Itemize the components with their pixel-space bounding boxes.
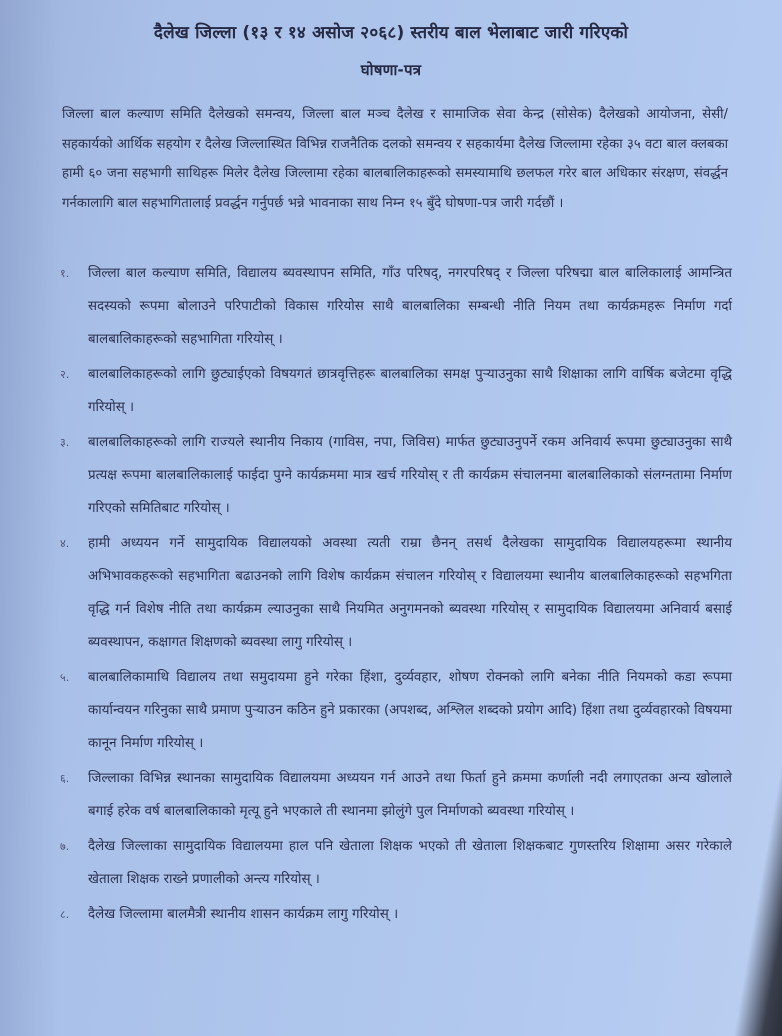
item-number: ४. [60, 537, 70, 550]
list-item [60, 762, 732, 828]
item-number: ६. [60, 772, 70, 785]
list-item [60, 426, 732, 525]
page-shadow [0, 0, 60, 1036]
declaration-list [60, 257, 732, 933]
item-number: १. [60, 267, 70, 280]
item-number: ३. [60, 436, 70, 449]
item-text: बालबालिकामाथि विद्यालय तथा समुदायमा हुने गरेका हिंशा, दुर्व्यवहार, शोषण रोक्नको लागि बनेका नीति नियमको कडा रूपमा कार्यान्वयन गरिनुका साथै प्रमाण पुऱ्याउन कठिन हुने प्रकारका (अपशब्द, अश्लिल शब्दको प्रयोग आदि) हिंशा तथा दुर्व्यवहारको विषयमा कानून निर्माण गरियोस् । [88, 670, 732, 751]
intro-paragraph: जिल्ला बाल कल्याण समिति दैलेखको समन्वय, जिल्ला बाल मञ्च दैलेख र सामाजिक सेवा केन्द्र (सोसेक) दैलेखको आयोजना, सेसी/सहकार्यको आर्थिक सहयोग र दैलेख जिल्लास्थित विभिन्न राजनैतिक दलको समन्वय र सहकार्यमा दैलेख जिल्लामा रहेका ३५ वटा बाल क्लबका हामी ६० जना सहभागी साथिहरू मिलेर दैलेख जिल्लामा रहेका बालबालिकाहरूको समस्यामाथि छलफल गरेर बाल अधिकार संरक्षण, संवर्द्धन गर्नकालागि बाल सहभागितालाई प्रवर्द्धन गर्नुपर्छ भन्ने भावनाका साथ निम्न १५ बुँदे घोषणा-पत्र जारी गर्दछौं । [62, 107, 728, 211]
list-item [60, 527, 732, 659]
item-text: दैलेख जिल्लाका सामुदायिक विद्यालयमा हाल पनि खेताला शिक्षक भएको ती खेताला शिक्षकबाट गुणस्तरिय शिक्षामा असर गरेकाले खेताला शिक्षक राख्ने प्रणालीको अन्त्य गरियोस् । [88, 839, 732, 887]
item-text: हामी अध्ययन गर्ने सामुदायिक विद्यालयको अवस्था त्यती राम्रा छैनन् तसर्थ दैलेखका सामुदायिक विद्यालयहरूमा स्थानीय अभिभावकहरूको सहभागिता बढाउनको लागि विशेष कार्यक्रम संचालन गरियोस् र विद्यालयमा स्थानीय बालबालिकाहरूको सहभगिता वृद्धि गर्न विशेष नीति तथा कार्यक्रम ल्याउनुका साथै नियमित अनुगमनको ब्यवस्था गरियोस् र सामुदायिक विद्यालयमा अनिवार्य बसाई ब्यवस्थापन, कक्षागत शिक्षणको ब्यवस्था लागु गरियोस् । [88, 536, 732, 650]
item-text: जिल्ला बाल कल्याण समिति, विद्यालय ब्यवस्थापन समिति, गाँउ परिषद्, नगरपरिषद् र जिल्ला परिषद्मा बाल बालिकालाई आमन्त्रित सदस्यको रूपमा बोलाउने परिपाटीको विकास गरियोस साथै बालबालिका सम्बन्धी नीति नियम तथा कार्यक्रमहरू निर्माण गर्दा बालबालिकाहरूको सहभागिता गरियोस् । [88, 266, 732, 347]
item-number: ८. [60, 908, 70, 921]
list-item [60, 661, 732, 760]
item-number: ७. [60, 840, 70, 853]
document-title: दैलेख जिल्ला (१३ र १४ असोज २०६८) स्तरीय बाल भेलाबाट जारी गरिएको [153, 23, 629, 43]
list-item [60, 898, 732, 931]
item-number: २. [60, 368, 70, 381]
list-item [60, 830, 732, 896]
item-number: ५. [60, 671, 70, 684]
item-text: दैलेख जिल्लामा बालमैत्री स्थानीय शासन कार्यक्रम लागु गरियोस् । [88, 907, 399, 922]
document-subtitle: घोषणा-पत्र [360, 61, 422, 79]
list-item [60, 358, 732, 424]
item-text: बालबालिकाहरूको लागि राज्यले स्थानीय निकाय (गाविस, नपा, जिविस) मार्फत छुट्याउनुपर्ने रकम अनिवार्य रूपमा छुट्याउनुका साथै प्रत्यक्ष रूपमा बालबालिकालाई फाईदा पुग्ने कार्यक्रममा मात्र खर्च गरियोस् र ती कार्यक्रम संचालनमा बालबालिकाको संलग्नतामा निर्माण गरिएको समितिबाट गरियोस् । [88, 435, 732, 516]
item-text: जिल्लाका विभिन्न स्थानका सामुदायिक विद्यालयमा अध्ययन गर्न आउने तथा फिर्ता हुने क्रममा कर्णाली नदी लगाएतका अन्य खोलाले बगाई हरेक वर्ष बालबालिकाको मृत्यू हुने भएकाले ती स्थानमा झोलुंगे पुल निर्माणको ब्यवस्था गरियोस् । [88, 771, 732, 819]
list-item [60, 257, 732, 356]
item-text: बालबालिकाहरूको लागि छुट्याईएको विषयगतं छात्रवृत्तिहरू बालबालिका समक्ष पुऱ्याउनुका साथै शिक्षाका लागि वार्षिक बजेटमा वृद्धि गरियोस् । [88, 367, 732, 415]
